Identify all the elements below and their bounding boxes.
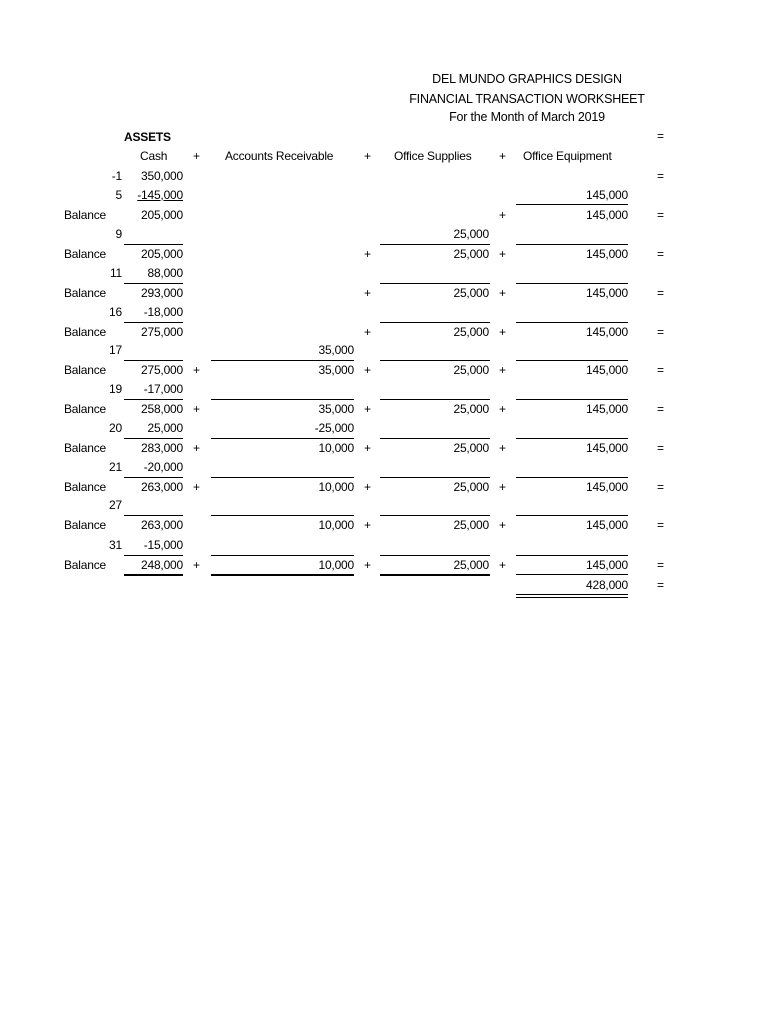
equipment-cell: 145,000 (586, 247, 628, 261)
receivable-cell: 35,000 (318, 363, 354, 377)
underline (380, 438, 490, 439)
underline (124, 555, 183, 556)
underline (380, 515, 490, 516)
underline (380, 283, 490, 284)
underline (124, 244, 183, 245)
cash-cell: 88,000 (147, 266, 183, 280)
cash-cell: 350,000 (141, 169, 183, 183)
underline (380, 360, 490, 361)
row-label: 27 (109, 498, 122, 512)
underline (124, 477, 183, 478)
cash-cell: 205,000 (141, 208, 183, 222)
balance-label: Balance (64, 518, 106, 532)
underline (124, 322, 183, 323)
equipment-cell: 145,000 (586, 188, 628, 202)
cash-cell: 293,000 (141, 286, 183, 300)
plus-sign: + (499, 558, 506, 572)
plus-sign: + (193, 480, 200, 494)
balance-label: Balance (64, 286, 106, 300)
balance-label: Balance (64, 558, 106, 572)
underline (516, 204, 628, 205)
header-plus-sign: + (499, 149, 506, 163)
row-label: 5 (115, 188, 122, 202)
underline (516, 477, 628, 478)
worksheet-title: FINANCIAL TRANSACTION WORKSHEET (409, 92, 645, 106)
equipment-cell: 145,000 (586, 208, 628, 222)
cash-cell: 263,000 (141, 518, 183, 532)
equals-sign: = (657, 286, 664, 300)
supplies-cell: 25,000 (453, 480, 489, 494)
receivable-cell: 10,000 (318, 480, 354, 494)
plus-sign: + (499, 208, 506, 222)
receivable-cell: 10,000 (318, 441, 354, 455)
underline (380, 399, 490, 400)
underline (124, 515, 183, 516)
equals-sign: = (657, 578, 664, 592)
plus-sign: + (364, 286, 371, 300)
cash-cell: 283,000 (141, 441, 183, 455)
cash-cell: 275,000 (141, 363, 183, 377)
plus-sign: + (193, 363, 200, 377)
office-equipment-column-header: Office Equipment (523, 149, 612, 163)
plus-sign: + (499, 286, 506, 300)
equals-sign: = (657, 169, 664, 183)
underline (124, 438, 183, 439)
cash-cell: -15,000 (143, 538, 183, 552)
cash-cell: -20,000 (143, 460, 183, 474)
equals-sign: = (657, 480, 664, 494)
underline (516, 399, 628, 400)
plus-sign: + (193, 441, 200, 455)
receivable-cell: 10,000 (318, 558, 354, 572)
final-underline (211, 574, 354, 576)
underline (211, 555, 354, 556)
row-label: 21 (109, 460, 122, 474)
assets-heading: ASSETS (124, 130, 171, 144)
supplies-cell: 25,000 (453, 286, 489, 300)
plus-sign: + (499, 363, 506, 377)
row-label: 31 (109, 538, 122, 552)
equipment-cell: 145,000 (586, 325, 628, 339)
underline (516, 555, 628, 556)
underline (516, 322, 628, 323)
row-label: 9 (115, 227, 122, 241)
balance-label: Balance (64, 208, 106, 222)
plus-sign: + (499, 402, 506, 416)
equipment-cell: 145,000 (586, 480, 628, 494)
balance-label: Balance (64, 402, 106, 416)
header-equals-sign: = (657, 129, 664, 143)
equals-sign: = (657, 558, 664, 572)
receivable-cell: 10,000 (318, 518, 354, 532)
equals-sign: = (657, 441, 664, 455)
underline (124, 360, 183, 361)
accounts-receivable-column-header: Accounts Receivable (225, 149, 334, 163)
underline (380, 477, 490, 478)
underline (516, 515, 628, 516)
underline (516, 360, 628, 361)
receivable-cell: 35,000 (318, 343, 354, 357)
cash-cell: 263,000 (141, 480, 183, 494)
cash-cell: 248,000 (141, 558, 183, 572)
row-label: 16 (109, 305, 122, 319)
underline (211, 477, 354, 478)
plus-sign: + (364, 480, 371, 494)
plus-sign: + (364, 247, 371, 261)
row-label: -1 (111, 169, 122, 183)
balance-label: Balance (64, 247, 106, 261)
plus-sign: + (499, 325, 506, 339)
underline (211, 399, 354, 400)
cash-cell: -145,000 (137, 188, 183, 202)
balance-label: Balance (64, 325, 106, 339)
row-label: 20 (109, 421, 122, 435)
double-underline-bottom (516, 597, 628, 598)
supplies-cell: 25,000 (453, 325, 489, 339)
cash-cell: 275,000 (141, 325, 183, 339)
equals-sign: = (657, 247, 664, 261)
plus-sign: + (364, 363, 371, 377)
equipment-cell: 145,000 (586, 402, 628, 416)
underline (380, 244, 490, 245)
plus-sign: + (364, 402, 371, 416)
plus-sign: + (193, 402, 200, 416)
underline (124, 399, 183, 400)
header-plus-sign: + (193, 149, 200, 163)
underline (380, 555, 490, 556)
underline (211, 438, 354, 439)
supplies-cell: 25,000 (453, 227, 489, 241)
equals-sign: = (657, 363, 664, 377)
plus-sign: + (193, 558, 200, 572)
total-assets-value: 428,000 (586, 578, 628, 592)
plus-sign: + (364, 558, 371, 572)
equipment-cell: 145,000 (586, 363, 628, 377)
equipment-cell: 145,000 (586, 518, 628, 532)
office-supplies-column-header: Office Supplies (394, 149, 472, 163)
supplies-cell: 25,000 (453, 518, 489, 532)
underline (211, 360, 354, 361)
header-plus-sign: + (364, 149, 371, 163)
row-label: 11 (109, 266, 122, 280)
plus-sign: + (499, 441, 506, 455)
plus-sign: + (499, 480, 506, 494)
row-label: 19 (109, 382, 122, 396)
plus-sign: + (499, 247, 506, 261)
underline (124, 283, 183, 284)
underline (516, 283, 628, 284)
underline (380, 322, 490, 323)
receivable-cell: 35,000 (318, 402, 354, 416)
supplies-cell: 25,000 (453, 363, 489, 377)
plus-sign: + (364, 441, 371, 455)
balance-label: Balance (64, 441, 106, 455)
row-label: 17 (109, 343, 122, 357)
equals-sign: = (657, 402, 664, 416)
cash-cell: 205,000 (141, 247, 183, 261)
worksheet-period: For the Month of March 2019 (449, 110, 605, 124)
double-underline-top (516, 594, 628, 595)
balance-label: Balance (64, 480, 106, 494)
equipment-cell: 145,000 (586, 558, 628, 572)
receivable-cell: -25,000 (314, 421, 354, 435)
equals-sign: = (657, 325, 664, 339)
equals-sign: = (657, 518, 664, 532)
equals-sign: = (657, 208, 664, 222)
equipment-cell: 145,000 (586, 441, 628, 455)
underline (516, 438, 628, 439)
plus-sign: + (364, 325, 371, 339)
underline (516, 244, 628, 245)
company-name: DEL MUNDO GRAPHICS DESIGN (432, 72, 622, 86)
underline (211, 515, 354, 516)
cash-cell: 258,000 (141, 402, 183, 416)
supplies-cell: 25,000 (453, 247, 489, 261)
final-underline (380, 574, 490, 576)
supplies-cell: 25,000 (453, 402, 489, 416)
balance-label: Balance (64, 363, 106, 377)
cash-cell: -18,000 (143, 305, 183, 319)
cash-cell: 25,000 (147, 421, 183, 435)
supplies-cell: 25,000 (453, 441, 489, 455)
plus-sign: + (499, 518, 506, 532)
cash-column-header: Cash (140, 149, 168, 163)
plus-sign: + (364, 518, 371, 532)
underline (516, 574, 628, 575)
final-underline (124, 574, 183, 576)
supplies-cell: 25,000 (453, 558, 489, 572)
equipment-cell: 145,000 (586, 286, 628, 300)
cash-cell: -17,000 (143, 382, 183, 396)
